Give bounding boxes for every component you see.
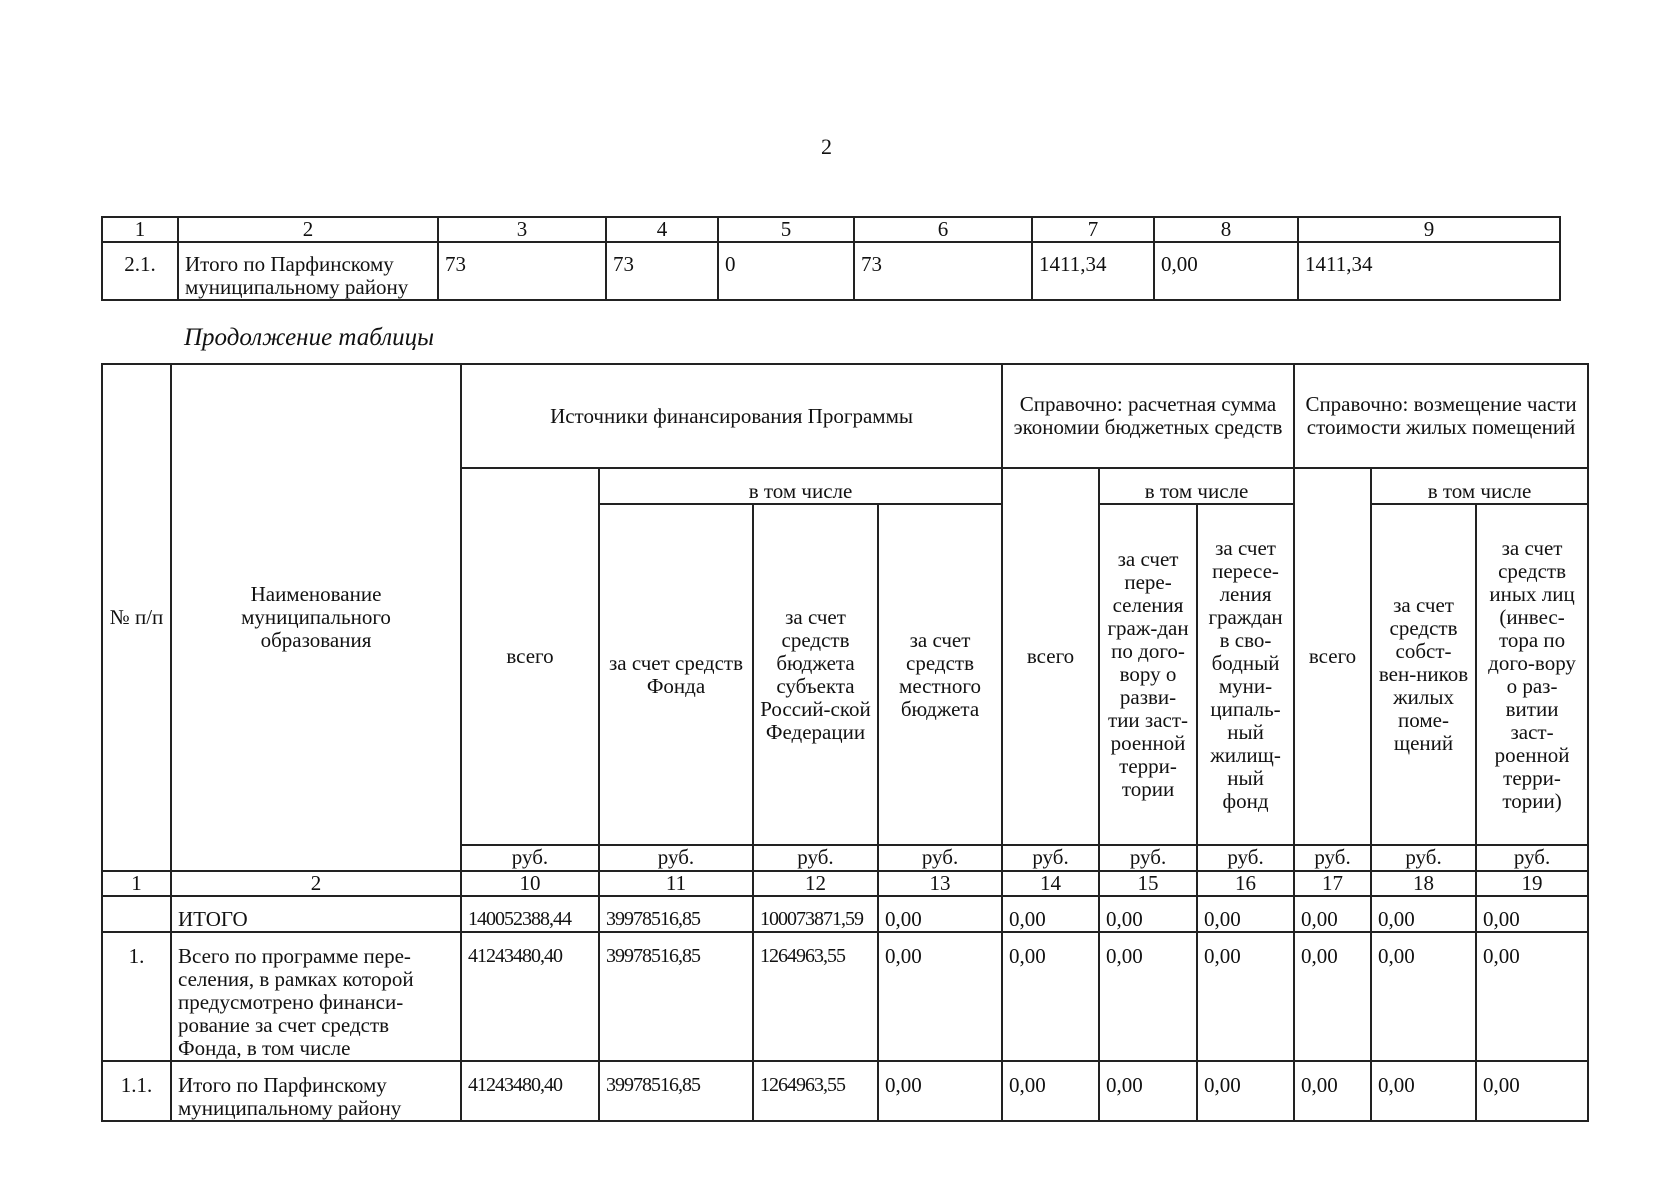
row-number: 2.1. [102,242,178,300]
row-number [102,896,171,932]
unit-cell: руб. [1371,845,1476,871]
value-cell: 0,00 [1476,1061,1588,1121]
value-cell: 0,00 [1002,1061,1099,1121]
value-cell: 0,00 [1294,1061,1371,1121]
column-number: 10 [461,871,599,896]
unit-cell: руб. [1002,845,1099,871]
header-cell: 9 [1298,217,1560,242]
value-cell: 0,00 [1197,896,1294,932]
header-municipality-name: Наименование муниципального образования [171,364,461,871]
column-number: 19 [1476,871,1588,896]
value-cell: 73 [606,242,718,300]
header-local-budget: за счет средств местного бюджета [878,504,1002,845]
header-other-persons-funds: за счет средств иных лиц (инвес-тора по дого-вору о раз-витии заст-роенной терри-тории) [1476,504,1588,845]
unit-cell: руб. [1294,845,1371,871]
value-cell: 0,00 [1476,932,1588,1061]
row-number: 1.1. [102,1061,171,1121]
header-fund: за счет средств Фонда [599,504,753,845]
value-cell: 0,00 [1154,242,1298,300]
header-owners-funds: за счет средств собст-вен-ников жилых поме-щений [1371,504,1476,845]
value-cell: 0,00 [1099,1061,1197,1121]
header-row-1 [102,364,1588,468]
value-cell: 39978516,85 [599,896,753,932]
header-cell: 5 [718,217,854,242]
value-cell: 73 [854,242,1032,300]
unit-cell: руб. [878,845,1002,871]
unit-cell: руб. [753,845,878,871]
header-row-number: № п/п [102,364,171,871]
value-cell: 41243480,40 [461,1061,599,1121]
header-including: в том числе [1099,468,1294,504]
value-cell: 41243480,40 [461,932,599,1061]
value-cell: 39978516,85 [599,932,753,1061]
continuation-title: Продолжение таблицы [184,324,435,351]
column-number-row [102,871,1588,896]
municipality-name: Итого по Парфинскому муниципальному району [171,1061,461,1121]
value-cell: 1264963,55 [753,932,878,1061]
municipality-name: ИТОГО [171,896,461,932]
table-row-total [102,896,1588,932]
header-resettlement-free-fund: за счет пересе-ления граждан в сво-бодный муни-ципаль-ный жилищ-ный фонд [1197,504,1294,845]
unit-cell: руб. [1476,845,1588,871]
value-cell: 0,00 [1371,896,1476,932]
header-cell: 1 [102,217,178,242]
unit-cell: руб. [461,845,599,871]
value-cell: 1411,34 [1298,242,1560,300]
column-number: 1 [102,871,171,896]
header-financing-sources: Источники финансирования Программы [461,364,1002,468]
value-cell: 1411,34 [1032,242,1154,300]
header-cell: 2 [178,217,438,242]
column-number: 15 [1099,871,1197,896]
column-number: 2 [171,871,461,896]
header-cell: 3 [438,217,606,242]
value-cell: 0,00 [878,932,1002,1061]
row-number: 1. [102,932,171,1061]
value-cell: 0,00 [1476,896,1588,932]
municipality-name: Итого по Парфинскому муниципальному району [178,242,438,300]
value-cell: 0,00 [878,896,1002,932]
financing-sources-table [101,363,1589,1122]
column-number: 17 [1294,871,1371,896]
value-cell: 0,00 [1002,896,1099,932]
table-row [102,1061,1588,1121]
unit-cell: руб. [1099,845,1197,871]
column-number: 11 [599,871,753,896]
table-header-row [102,217,1560,242]
value-cell: 0,00 [1197,1061,1294,1121]
value-cell: 1264963,55 [753,1061,878,1121]
header-subject-budget: за счет средств бюджета субъекта Россий-ской Федерации [753,504,878,845]
header-cell: 6 [854,217,1032,242]
municipality-name: Всего по программе пере-селения, в рамках которой предусмотрено финанси-рование за счет средств Фонда, в том числе [171,932,461,1061]
column-number: 12 [753,871,878,896]
column-number: 14 [1002,871,1099,896]
value-cell: 73 [438,242,606,300]
column-number: 13 [878,871,1002,896]
value-cell: 0,00 [1197,932,1294,1061]
header-including: в том числе [1371,468,1588,504]
header-reference-compensation: Справочно: возмещение части стоимости жилых помещений [1294,364,1588,468]
column-number: 16 [1197,871,1294,896]
value-cell: 0,00 [1099,932,1197,1061]
value-cell: 0,00 [878,1061,1002,1121]
value-cell: 0,00 [1294,896,1371,932]
column-number: 18 [1371,871,1476,896]
header-cell: 7 [1032,217,1154,242]
table-row [102,242,1560,300]
header-total: всего [461,468,599,845]
header-total: всего [1002,468,1099,845]
value-cell: 0 [718,242,854,300]
summary-table-top [101,216,1561,301]
value-cell: 39978516,85 [599,1061,753,1121]
unit-cell: руб. [599,845,753,871]
header-including: в том числе [599,468,1002,504]
header-cell: 4 [606,217,718,242]
page-number: 2 [821,134,832,159]
unit-cell: руб. [1197,845,1294,871]
header-total: всего [1294,468,1371,845]
value-cell: 0,00 [1371,1061,1476,1121]
value-cell: 0,00 [1002,932,1099,1061]
value-cell: 0,00 [1371,932,1476,1061]
value-cell: 0,00 [1099,896,1197,932]
table-row [102,932,1588,1061]
header-cell: 8 [1154,217,1298,242]
header-reference-savings: Справочно: расчетная сумма экономии бюджетных средств [1002,364,1294,468]
value-cell: 0,00 [1294,932,1371,1061]
value-cell: 100073871,59 [753,896,878,932]
value-cell: 140052388,44 [461,896,599,932]
header-resettlement-agreement: за счет пере-селения граж-дан по дого-вору о разви-тии заст-роенной терри-тории [1099,504,1197,845]
